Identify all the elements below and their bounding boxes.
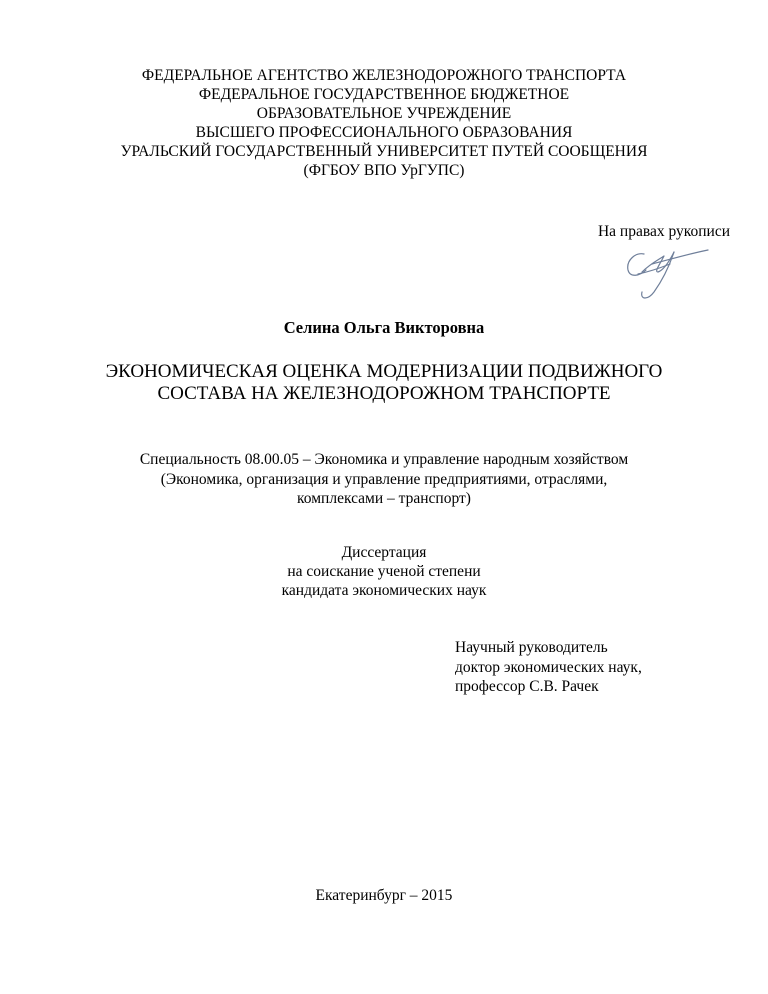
degree-line: на соискание ученой степени bbox=[287, 563, 481, 580]
manuscript-note: На правах рукописи bbox=[597, 223, 730, 240]
supervisor-line: доктор экономических наук, bbox=[455, 658, 642, 676]
organization-header bbox=[60, 66, 708, 180]
signature-icon bbox=[614, 242, 710, 304]
specialty-line: Специальность 08.00.05 – Экономика и управление народным хозяйством bbox=[139, 451, 629, 468]
dissertation-title bbox=[40, 361, 728, 405]
title-line: СОСТАВА НА ЖЕЛЕЗНОДОРОЖНОМ ТРАНСПОРТЕ bbox=[157, 383, 611, 404]
header-line: ОБРАЗОВАТЕЛЬНОЕ УЧРЕЖДЕНИЕ bbox=[256, 105, 512, 122]
specialty-line: (Экономика, организация и управление предприятиями, отраслями, bbox=[160, 470, 608, 488]
degree-block bbox=[0, 543, 768, 600]
title-line: ЭКОНОМИЧЕСКАЯ ОЦЕНКА МОДЕРНИЗАЦИИ ПОДВИЖНОГО bbox=[105, 361, 663, 382]
header-line: ФЕДЕРАЛЬНОЕ ГОСУДАРСТВЕННОЕ БЮДЖЕТНОЕ bbox=[198, 86, 570, 103]
specialty-line: комплексами – транспорт) bbox=[297, 490, 471, 507]
supervisor-line: Научный руководитель bbox=[455, 639, 608, 656]
header-line: УРАЛЬСКИЙ ГОСУДАРСТВЕННЫЙ УНИВЕРСИТЕТ ПУТЕЙ СООБЩЕНИЯ bbox=[120, 143, 648, 160]
header-line: (ФГБОУ ВПО УрГУПС) bbox=[303, 162, 465, 179]
specialty-block bbox=[40, 450, 728, 509]
supervisor-line: профессор С.В. Рачек bbox=[455, 678, 599, 695]
author-name: Селина Ольга Викторовна bbox=[283, 318, 485, 337]
header-line: ФЕДЕРАЛЬНОЕ АГЕНТСТВО ЖЕЛЕЗНОДОРОЖНОГО ТРАНСПОРТА bbox=[141, 67, 627, 84]
city-year: Екатеринбург – 2015 bbox=[315, 887, 453, 904]
supervisor-block bbox=[455, 638, 642, 697]
degree-line: Диссертация bbox=[341, 544, 427, 561]
header-line: ВЫСШЕГО ПРОФЕССИОНАЛЬНОГО ОБРАЗОВАНИЯ bbox=[195, 124, 573, 141]
degree-line: кандидата экономических наук bbox=[281, 582, 487, 599]
